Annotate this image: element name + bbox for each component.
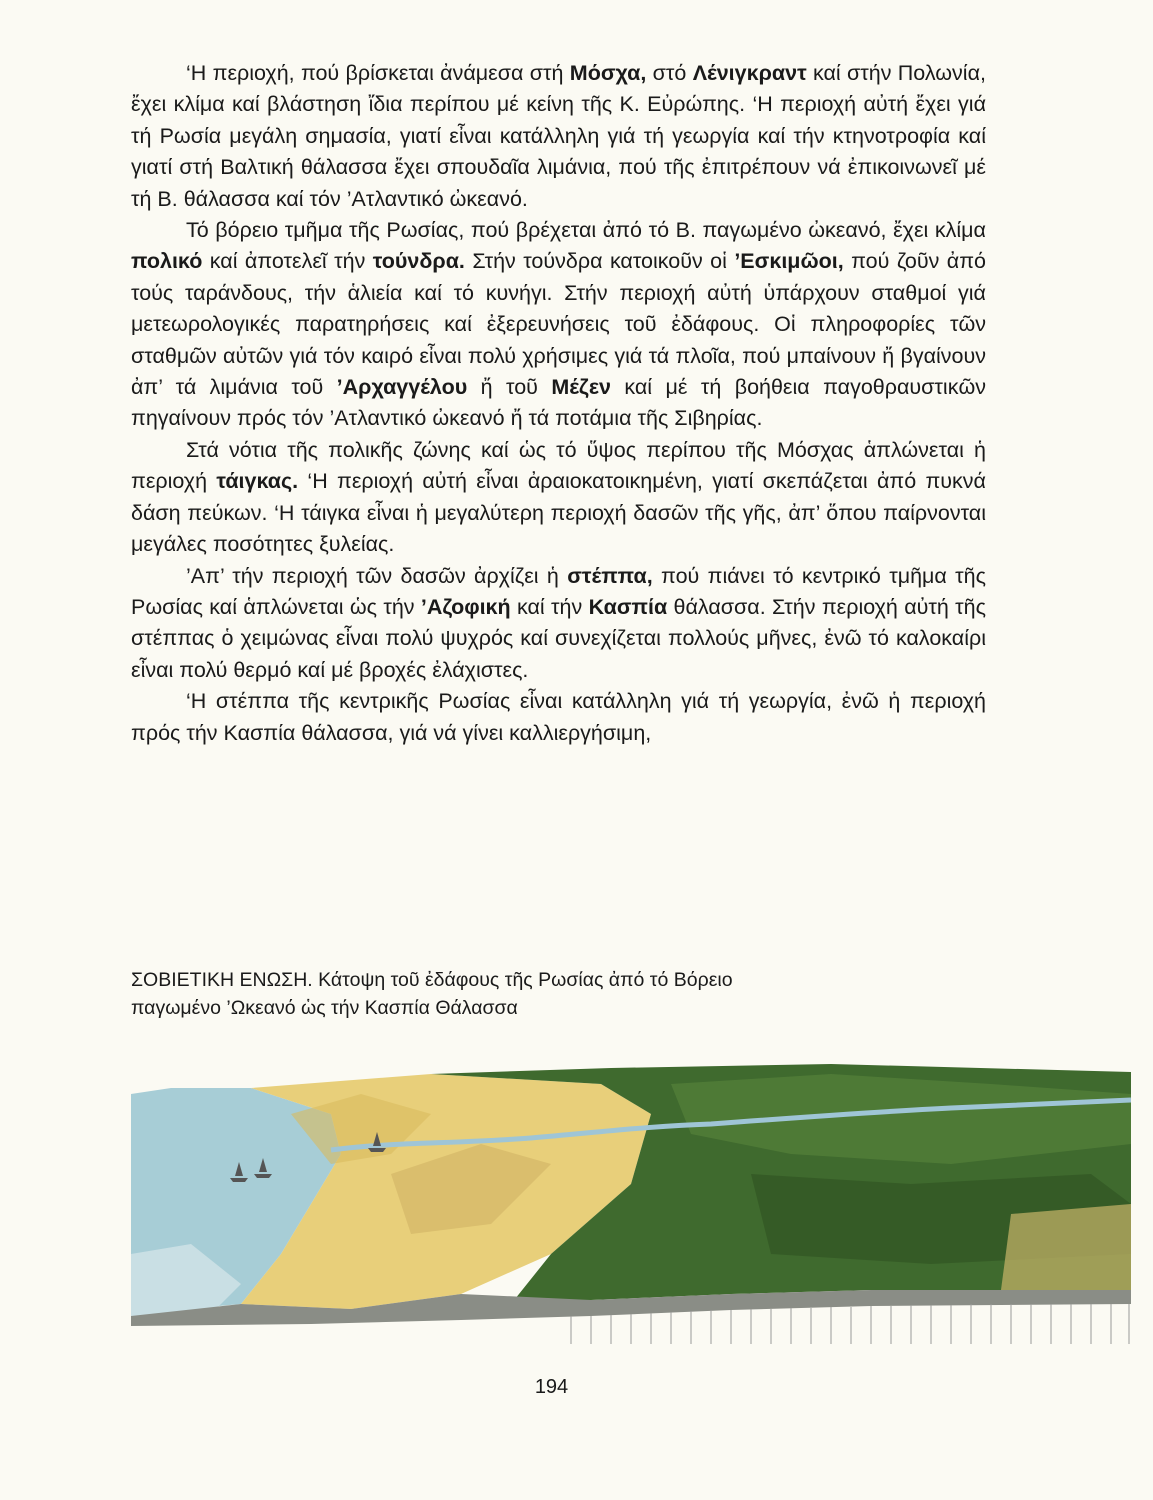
bold-term: στέππα, (567, 563, 653, 588)
bold-term: Μέζεν (551, 375, 611, 400)
bold-term: τάιγκας. (216, 469, 299, 494)
text-run: Τό βόρειο τμῆμα τῆς Ρωσίας, πού βρέχεται ἀπό τό Β. παγωμένο ὠκεανό, ἔχει κλίμα (186, 218, 986, 243)
bold-term: πολικό (131, 249, 203, 274)
text-run: ‘Η περιοχή, πού βρίσκεται ἀνάμεσα στή (186, 61, 570, 85)
caption-line-2: παγωμένο ’Ωκεανό ὡς τήν Κασπία Θάλασσα (131, 997, 518, 1019)
paragraph-3 (131, 435, 986, 561)
bold-term: ’Αζοφική (420, 594, 511, 619)
body-text (131, 58, 986, 749)
bold-term: τούνδρα. (372, 249, 465, 274)
caption-line-1: ΣΟΒΙΕΤΙΚΗ ΕΝΩΣΗ. Κάτοψη τοῦ ἐδάφους τῆς Ρωσίας ἀπό τό Βόρειο (131, 969, 733, 991)
text-run: ‘Η στέππα τῆς κεντρικῆς Ρωσίας εἶναι κατάλληλη γιά τή γεωργία, ἐνῶ ἡ περιοχή πρός τήν Κασπία θάλασσα, γιά νά γίνει καλλιεργήσιμη, (131, 689, 986, 745)
text-run: ‘Η περιοχή αὐτή εἶναι ἀραιοκατοικημένη, γιατί σκεπάζεται ἀπό πυκνά δάση πεύκων. ‘Η τάιγκα εἶναι ἡ μεγαλύτερη περιοχή δασῶν τῆς γῆς, ἀπ’ ὅπου παίρνονται μεγάλες ποσότητες ξυλείας. (131, 469, 986, 557)
text-run: ’Απ’ τήν περιοχή τῶν δασῶν ἀρχίζει ἡ (186, 563, 568, 588)
text-run: θάλασσα. Στήν περιοχή αὐτή τῆς στέππας ὁ χειμώνας εἶναι πολύ ψυχρός καί συνεχίζεται πολλούς μῆνες, ἐνῶ τό καλοκαίρι εἶναι πολύ θερμό καί μέ βροχές ἐλάχιστες. (131, 594, 986, 682)
bold-term: Μόσχα, (569, 61, 647, 85)
terrain-illustration (131, 1054, 1131, 1344)
figure-caption (131, 966, 931, 1022)
paragraph-4 (131, 561, 986, 687)
paragraph-5 (131, 686, 986, 749)
text-run: Στήν τούνδρα κατοικοῦν οἱ (464, 249, 735, 274)
text-run: καί μέ τή βοήθεια παγοθραυστικῶν πηγαίνουν πρός τόν ’Ατλαντικό ὠκεανό ἤ τά ποτάμια τῆς Σιβηρίας. (131, 375, 986, 431)
paragraph-1 (131, 58, 986, 215)
bold-term: Λένιγκραντ (692, 61, 807, 85)
text-run: πού ζοῦν ἀπό τούς ταράνδους, τήν ἁλιεία καί τό κυνήγι. Στήν περιοχή αὐτή ὑπάρχουν σταθμοί γιά μετεωρολογικές παρατηρήσεις καί ἐξερευνήσεις τοῦ ἐδάφους. Οἱ πληροφορίες τῶν σταθμῶν αὐτῶν γιά τόν καιρό εἶναι πολύ χρήσιμες γιά τά πλοῖα, πού μπαίνουν ἤ βγαίνουν ἀπ’ τά λιμάνια τοῦ (131, 249, 986, 400)
bold-term: ’Εσκιμῶοι, (734, 249, 844, 274)
text-run: καί στήν Πολωνία, ἔχει κλίμα καί βλάστηση ἴδια περίπου μέ κείνη τῆς Κ. Εὐρώπης. ‘Η περιοχή αὐτή ἔχει γιά τή Ρωσία μεγάλη σημασία, γιατί εἶναι κατάλληλη γιά τή γεωργία καί τήν κτηνοτροφία καί γιατί στή Βαλτική θάλασσα ἔχει σπουδαῖα λιμάνια, πού τῆς ἐπιτρέπουν νά ἐπικοινωνεῖ μέ τή Β. θάλασσα καί τόν ’Ατλαντικό ὠκεανό. (131, 61, 986, 211)
text-run: Στά νότια τῆς πολικῆς ζώνης καί ὡς τό ὕψος περίπου τῆς Μόσχας ἁπλώνεται ἡ περιοχή (131, 437, 986, 494)
text-run: στό (646, 61, 693, 85)
bold-term: Κασπία (588, 594, 668, 619)
bold-term: ’Αρχαγγέλου (336, 375, 468, 400)
text-run: καί ἀποτελεῖ τήν (202, 249, 373, 274)
text-run: καί τήν (510, 594, 589, 619)
paragraph-2 (131, 215, 986, 435)
text-run: ἤ τοῦ (467, 375, 552, 400)
page-number: 194 (534, 1376, 569, 1398)
text-run: πού πιάνει τό κεντρικό τμῆμα τῆς Ρωσίας καί ἁπλώνεται ὡς τήν (131, 563, 986, 619)
